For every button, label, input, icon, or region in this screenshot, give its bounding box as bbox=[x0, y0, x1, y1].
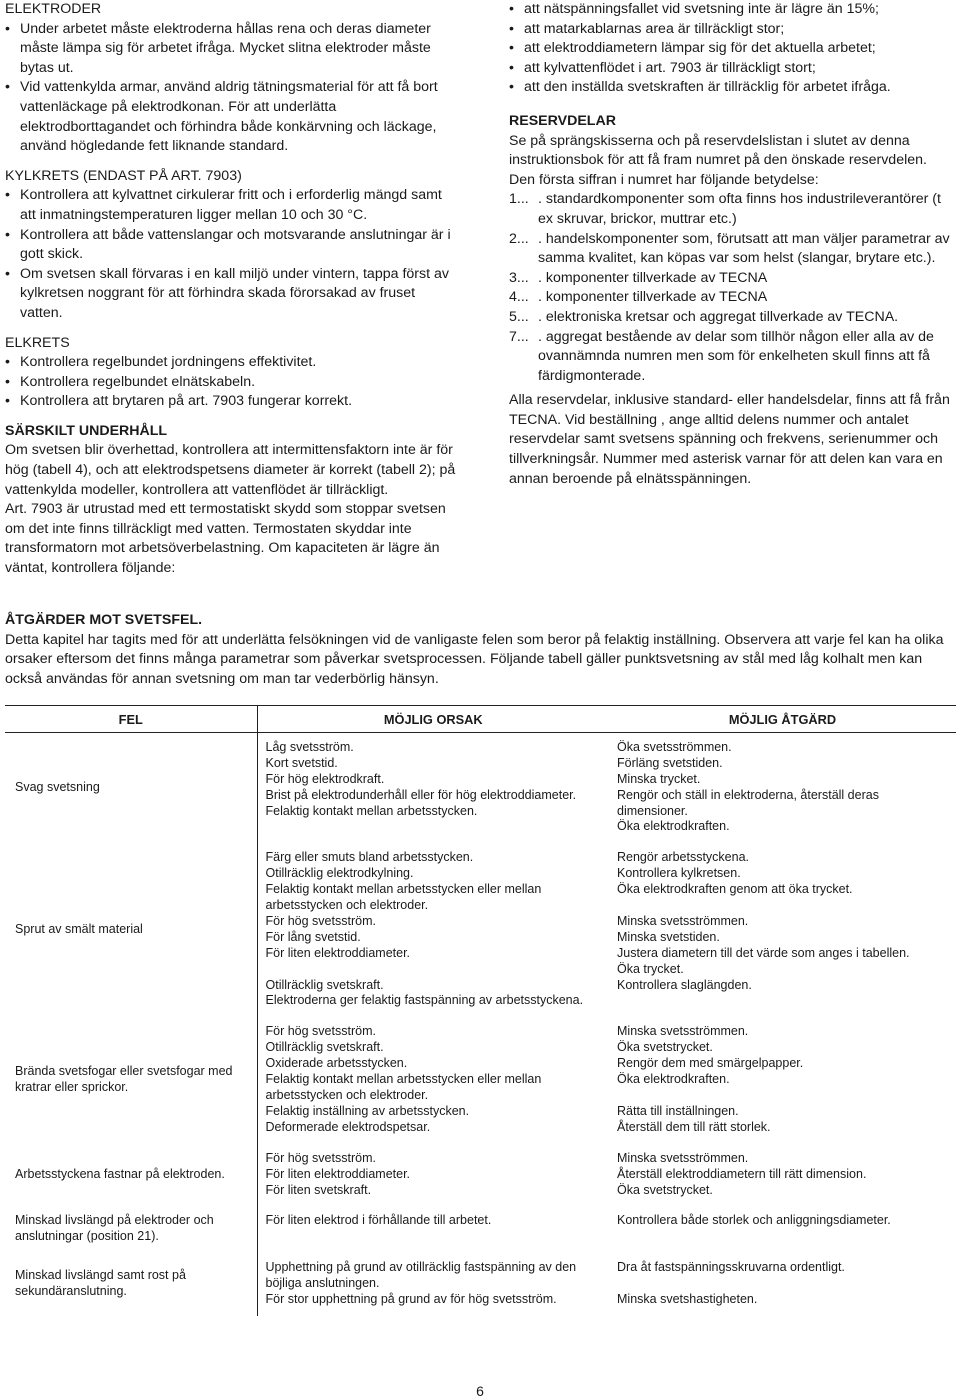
item-text: . komponenter tillverkade av TECNA bbox=[538, 289, 768, 306]
atgard-line: Minska svetsströmmen. bbox=[617, 1150, 749, 1165]
orsak-line: Färg eller smuts bland arbetsstycken. bbox=[265, 850, 474, 865]
atgard-line: Rengör dem med smärgelpapper. bbox=[617, 1056, 804, 1071]
atgard-line: Minska svetsströmmen. bbox=[617, 1024, 749, 1039]
orsak-line: För hög svetsström. bbox=[265, 913, 376, 928]
cell-fel bbox=[5, 1253, 257, 1316]
table-header-row bbox=[5, 706, 956, 733]
list-item: • att den inställda svetskraften är tillräcklig för arbetet ifråga. bbox=[509, 78, 956, 98]
check-list bbox=[509, 0, 956, 98]
elektroder-heading: ELEKTRODER bbox=[5, 1, 102, 17]
elektroder-list bbox=[5, 20, 457, 157]
orsak-line: För hög svetsström. bbox=[265, 1024, 376, 1039]
atgarder-heading: ÅTGÄRDER MOT SVETSFEL. bbox=[5, 612, 203, 628]
item-number: 5... bbox=[509, 308, 529, 325]
atgard-line: Kontrollera kylkretsen. bbox=[617, 866, 741, 881]
orsak-line: Deformerade elektrodspetsar. bbox=[265, 1119, 431, 1134]
item-number: 7... bbox=[509, 328, 529, 345]
atgard-line: Öka svetstrycket. bbox=[617, 1040, 713, 1055]
reservdelar-heading: RESERVDELAR bbox=[509, 112, 616, 129]
orsak-line: Låg svetsström. bbox=[265, 739, 354, 754]
item-number: 1... bbox=[509, 191, 529, 208]
orsak-line: Felaktig kontakt mellan arbetsstycken eller mellan arbetsstycken och elektroder. bbox=[265, 882, 542, 913]
orsak-line: Felaktig kontakt mellan arbetsstycken eller mellan arbetsstycken och elektroder. bbox=[265, 1072, 542, 1103]
cell-fel bbox=[5, 1144, 257, 1207]
orsak-line: Oxiderade arbetsstycken. bbox=[265, 1056, 408, 1071]
list-item: • Kontrollera att brytaren på art. 7903 fungerar korrekt. bbox=[5, 392, 457, 412]
elkrets-list bbox=[5, 353, 457, 412]
orsak-line: Otillräcklig svetskraft. bbox=[265, 1040, 384, 1055]
list-item: • att kylvattenflödet i art. 7903 är tillräckligt stort; bbox=[509, 59, 956, 79]
item-text: . standardkomponenter som ofta finns hos industrileverantörer (t ex skruvar, brickor, muttrar etc.) bbox=[538, 191, 941, 227]
cell-atgard bbox=[609, 1017, 956, 1143]
cell-fel bbox=[5, 732, 257, 843]
list-item: • att matarkablarnas area är tillräckligt stor; bbox=[509, 20, 956, 40]
atgard-line: Återställ elektroddiametern till rätt dimension. bbox=[617, 1166, 867, 1181]
fault-table-body bbox=[5, 732, 956, 1316]
cell-orsak bbox=[257, 732, 609, 843]
orsak-line: För liten elektroddiameter. bbox=[265, 945, 411, 960]
item-text: . handelskomponenter som, förutsatt att man väljer parametrar av samma kvalitet, kan köpas var som helst (slangar, brytare etc.). bbox=[538, 230, 950, 267]
item-number: 2... bbox=[509, 230, 529, 247]
atgard-line bbox=[617, 1088, 948, 1104]
atgard-line: Minska trycket. bbox=[617, 771, 701, 786]
sarskilt-paragraph: Om svetsen blir överhettad, kontrollera att intermittensfaktorn inte är för hög (tabell 4), och att elektrodspetsens diameter är korrekt (tabell 2); på vattenkylda modeller, kontrollera att vattenflödet är tillräckligt. bbox=[5, 442, 456, 498]
orsak-line: För liten elektrod i förhållande till arbetet. bbox=[265, 1213, 492, 1228]
atgard-line: Öka elektrodkraften. bbox=[617, 1072, 730, 1087]
orsak-line: För lång svetstid. bbox=[265, 929, 361, 944]
list-item: • Kontrollera att både vattenslangar och motsvarande anslutningar är i gott skick. bbox=[5, 226, 457, 265]
cell-orsak bbox=[257, 843, 609, 1017]
cell-atgard bbox=[609, 732, 956, 843]
list-item bbox=[509, 328, 956, 387]
cell-atgard bbox=[609, 1206, 956, 1253]
item-number: 4... bbox=[509, 289, 529, 306]
column-header-orsak: MÖJLIG ORSAK bbox=[257, 706, 609, 733]
fel-text: Brända svetsfogar eller svetsfogar med kratrar eller sprickor. bbox=[15, 1064, 233, 1095]
reservdelar-outro: Alla reservdelar, inklusive standard- eller handelsdelar, finns att få från TECNA. Vid beställning , ange alltid delens nummer och antalet reservdelar samt svetsens spänning och frekvens, serienummer och tillverkningsår. Nummer med asterisk varnar för att delen kan vara en annan beroende på elnätsspänningen. bbox=[509, 392, 950, 487]
orsak-line: Otillräcklig svetskraft. bbox=[265, 977, 384, 992]
fel-text: Svag svetsning bbox=[15, 779, 100, 794]
atgard-line bbox=[617, 1276, 948, 1292]
list-item: • Kontrollera att kylvattnet cirkulerar fritt och i erforderlig mängd samt att inmatningstemperaturen ligger mellan 10 och 30 °C. bbox=[5, 186, 457, 225]
cell-atgard bbox=[609, 1253, 956, 1316]
fel-text: Minskad livslängd på elektroder och anslutningar (position 21). bbox=[15, 1213, 214, 1244]
list-item bbox=[509, 308, 956, 328]
kylkrets-heading: KYLKRETS (ENDAST PÅ ART. 7903) bbox=[5, 167, 242, 184]
cell-fel bbox=[5, 843, 257, 1017]
column-header-fel: FEL bbox=[5, 706, 257, 733]
atgard-line: Minska svetshastigheten. bbox=[617, 1292, 758, 1307]
fel-text: Minskad livslängd samt rost på sekundäranslutning. bbox=[15, 1268, 186, 1299]
orsak-line: Upphettning på grund av otillräcklig fastspänning av den böjliga anslutningen. bbox=[265, 1260, 577, 1291]
cell-orsak bbox=[257, 1017, 609, 1143]
atgard-line: Öka svetstrycket. bbox=[617, 1182, 713, 1197]
orsak-line: Brist på elektrodunderhåll eller för hög elektroddiameter. bbox=[265, 787, 577, 802]
orsak-line: För liten elektroddiameter. bbox=[265, 1166, 411, 1181]
table-row bbox=[5, 843, 956, 1017]
page-number: 6 bbox=[476, 1383, 484, 1399]
atgard-line: Kontrollera både storlek och anliggningsdiameter. bbox=[617, 1213, 891, 1228]
elkrets-heading: ELKRETS bbox=[5, 334, 70, 351]
orsak-line: Felaktig kontakt mellan arbetsstycken. bbox=[265, 803, 478, 818]
atgard-line: Kontrollera slaglängden. bbox=[617, 977, 752, 992]
atgarder-section bbox=[5, 611, 955, 689]
list-item bbox=[509, 269, 956, 289]
fault-table bbox=[5, 705, 956, 1316]
cell-fel bbox=[5, 1206, 257, 1253]
atgard-line: Minska svetstiden. bbox=[617, 929, 720, 944]
fel-text: Arbetsstyckena fastnar på elektroden. bbox=[15, 1166, 225, 1181]
list-item: • Vid vattenkylda armar, använd aldrig tätningsmaterial för att få bort vattenläckage på elektrodkonan. För att underlätta elektrodborttagandet och förhindra både konkärvning och läckage, använd högledande fett liknande standard. bbox=[5, 78, 457, 156]
list-item: • Kontrollera regelbundet elnätskabeln. bbox=[5, 373, 457, 393]
sarskilt-heading: SÄRSKILT UNDERHÅLL bbox=[5, 422, 168, 439]
table-row bbox=[5, 1206, 956, 1253]
table-row bbox=[5, 1144, 956, 1207]
orsak-line: Felaktig inställning av arbetsstycken. bbox=[265, 1103, 470, 1118]
list-item bbox=[509, 230, 956, 269]
table-row bbox=[5, 1253, 956, 1316]
table-row bbox=[5, 732, 956, 843]
orsak-line: Kort svetstid. bbox=[265, 755, 338, 770]
atgard-line: Rengör arbetsstyckena. bbox=[617, 850, 750, 865]
cell-orsak bbox=[257, 1206, 609, 1253]
list-item: • att nätspänningsfallet vid svetsning inte är lägre än 15%; bbox=[509, 0, 956, 20]
atgard-line: Dra åt fastspänningsskruvarna ordentligt. bbox=[617, 1260, 845, 1275]
sarskilt-paragraph: Art. 7903 är utrustad med ett termostatiskt skydd som stoppar svetsen om det inte finns tillräckligt med vatten. Termostaten skyddar inte transformatorn mot arbetsöverbelastning. Om kapaciteten är lägre än väntat, kontrollera följande: bbox=[5, 501, 446, 577]
atgard-line: Öka elektrodkraften. bbox=[617, 819, 730, 834]
cell-atgard bbox=[609, 843, 956, 1017]
atgard-line: Justera diametern till det värde som anges i tabellen. bbox=[617, 945, 910, 960]
item-number: 3... bbox=[509, 269, 529, 286]
orsak-line: För hög svetsström. bbox=[265, 1150, 376, 1165]
orsak-line: Elektroderna ger felaktig fastspänning av arbetsstyckena. bbox=[265, 993, 584, 1008]
column-header-atgard: MÖJLIG ÅTGÄRD bbox=[609, 706, 956, 733]
table-row bbox=[5, 1017, 956, 1143]
reservdelar-intro: Se på sprängskisserna och på reservdelslistan i slutet av denna instruktionsbok för att få fram numret på den önskade reservdelen. Den första siffran i numret har följande betydelse: bbox=[509, 132, 927, 188]
cell-orsak bbox=[257, 1253, 609, 1316]
orsak-line: Otillräcklig elektrodkylning. bbox=[265, 866, 414, 881]
atgard-line: Öka svetsströmmen. bbox=[617, 739, 732, 754]
orsak-line: För hög elektrodkraft. bbox=[265, 771, 385, 786]
atgard-line: Minska svetsströmmen. bbox=[617, 913, 749, 928]
list-item: • Om svetsen skall förvaras i en kall miljö under vintern, tappa först av kylkretsen noggrant för att förhindra skada förorsakad av fruset vatten. bbox=[5, 265, 457, 324]
list-item bbox=[509, 190, 956, 229]
atgarder-intro: Detta kapitel har tagits med för att underlätta felsökningen vid de vanligaste felen som beror på felaktig inställning. Observera att varje fel kan ha olika orsaker eftersom det finns många parametrar som påverkar svetsprocessen. Följande tabell gäller punktsvetsning av stål med låg kolhalt men kan också användas för annan svetsning om man tar vederbörlig hänsyn. bbox=[5, 631, 944, 687]
atgard-line: Återställ dem till rätt storlek. bbox=[617, 1119, 771, 1134]
item-text: . aggregat bestående av delar som tillhör någon eller alla av de ovannämnda numren men som för enkelheten skull finns att få färdigmonterade. bbox=[538, 328, 934, 384]
left-column bbox=[5, 0, 457, 579]
list-item: • Kontrollera regelbundet jordningens effektivitet. bbox=[5, 353, 457, 373]
fel-text: Sprut av smält material bbox=[15, 921, 143, 936]
orsak-line bbox=[266, 962, 602, 978]
item-text: . komponenter tillverkade av TECNA bbox=[538, 269, 768, 286]
list-item: • Under arbetet måste elektroderna hållas rena och deras diameter måste lämpa sig för arbetet ifråga. Mycket slitna elektroder måste bytas ut. bbox=[5, 20, 457, 79]
atgard-line: Förläng svetstiden. bbox=[617, 755, 723, 770]
right-column bbox=[509, 0, 956, 489]
cell-atgard bbox=[609, 1144, 956, 1207]
atgard-line: Öka elektrodkraften genom att öka trycket. bbox=[617, 882, 853, 897]
cell-fel bbox=[5, 1017, 257, 1143]
atgard-line: Rätta till inställningen. bbox=[617, 1103, 739, 1118]
list-item: • att elektroddiametern lämpar sig för det aktuella arbetet; bbox=[509, 39, 956, 59]
kylkrets-list bbox=[5, 186, 457, 323]
reservdelar-numbered-list bbox=[509, 190, 956, 386]
orsak-line: För stor upphettning på grund av för hög svetsström. bbox=[265, 1292, 557, 1307]
orsak-line: För liten svetskraft. bbox=[265, 1182, 372, 1197]
atgard-line: Rengör och ställ in elektroderna, återställ deras dimensioner. bbox=[617, 787, 879, 818]
atgard-line: Öka trycket. bbox=[617, 961, 684, 976]
list-item bbox=[509, 288, 956, 308]
atgard-line bbox=[617, 898, 948, 914]
item-text: . elektroniska kretsar och aggregat tillverkade av TECNA. bbox=[538, 308, 899, 325]
cell-orsak bbox=[257, 1144, 609, 1207]
